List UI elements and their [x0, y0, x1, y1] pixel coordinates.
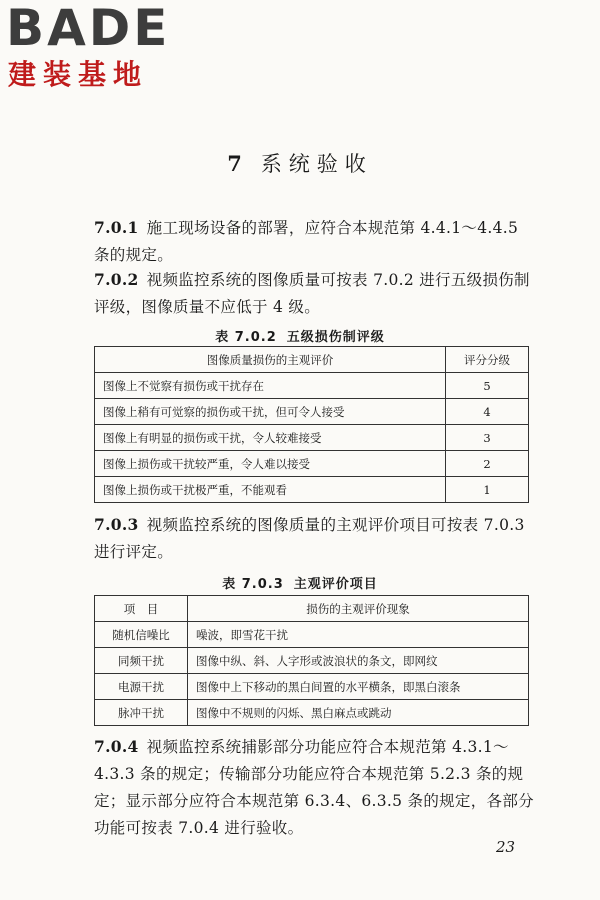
bade-logo	[6, 2, 206, 102]
chapter-number: 7	[227, 151, 249, 176]
table-row	[95, 399, 529, 425]
clause-7-0-3	[94, 511, 534, 566]
clause-7-0-2	[94, 266, 534, 321]
table-7-0-2	[94, 346, 529, 503]
table-cell: 图像上损伤或干扰较严重，令人难以接受	[95, 451, 446, 477]
table-cell: 图像上稍有可觉察的损伤或干扰，但可令人接受	[95, 399, 446, 425]
table-7-0-3-caption	[0, 573, 600, 592]
table-cell: 图像中上下移动的黑白间置的水平横条，即黑白滚条	[188, 674, 529, 700]
table-cell: 5	[446, 373, 529, 399]
table-row	[95, 451, 529, 477]
table-cell: 图像中不规则的闪烁、黑白麻点或跳动	[188, 700, 529, 726]
table-cell: 图像上不觉察有损伤或干扰存在	[95, 373, 446, 399]
logo-wordmark: BADE	[6, 0, 171, 57]
header-cell: 图像质量损伤的主观评价	[95, 347, 446, 373]
table-cell: 电源干扰	[95, 674, 188, 700]
table-title: 主观评价项目	[293, 577, 378, 592]
table-row	[95, 674, 529, 700]
clause-number: 7.0.3	[94, 515, 139, 534]
table-row	[95, 477, 529, 503]
table-cell: 图像上有明显的损伤或干扰，令人较难接受	[95, 425, 446, 451]
page-number: 23	[496, 838, 516, 856]
clause-number: 7.0.4	[94, 737, 139, 756]
table-cell: 同频干扰	[95, 648, 188, 674]
table-row	[95, 700, 529, 726]
header-cell: 评分分级	[446, 347, 529, 373]
table-cell: 脉冲干扰	[95, 700, 188, 726]
clause-number: 7.0.1	[94, 218, 139, 237]
table-row	[95, 648, 529, 674]
table-header-row	[95, 347, 529, 373]
table-cell: 图像中纵、斜、人字形或波浪状的条文，即网纹	[188, 648, 529, 674]
table-row	[95, 425, 529, 451]
clause-text: 视频监控系统的图像质量的主观评价项目可按表 7.0.3 进行评定。	[94, 516, 525, 561]
table-7-0-2-caption	[0, 326, 600, 345]
table-cell: 图像上损伤或干扰极严重，不能观看	[95, 477, 446, 503]
table-number: 表 7.0.2	[215, 330, 277, 345]
table-cell: 随机信噪比	[95, 622, 188, 648]
chapter-title	[0, 148, 600, 178]
table-title: 五级损伤制评级	[286, 330, 385, 345]
chapter-title-text: 系统验收	[260, 152, 373, 176]
header-cell: 损伤的主观评价现象	[188, 596, 529, 622]
clause-number: 7.0.2	[94, 270, 139, 289]
table-cell: 2	[446, 451, 529, 477]
table-cell: 噪波，即雪花干扰	[188, 622, 529, 648]
table-number: 表 7.0.3	[222, 577, 284, 592]
table-cell: 4	[446, 399, 529, 425]
table-7-0-3	[94, 595, 529, 726]
table-cell: 1	[446, 477, 529, 503]
table-row	[95, 622, 529, 648]
header-cell: 项 目	[95, 596, 188, 622]
clause-text: 施工现场设备的部署，应符合本规范第 4.4.1～4.4.5 条的规定。	[94, 219, 519, 264]
table-row	[95, 373, 529, 399]
table-cell: 3	[446, 425, 529, 451]
logo-subtitle: 建装基地	[8, 58, 149, 91]
clause-7-0-4	[94, 733, 534, 842]
table-header-row	[95, 596, 529, 622]
clause-7-0-1	[94, 214, 534, 269]
clause-text: 视频监控系统捕影部分功能应符合本规范第 4.3.1～4.3.3 条的规定；传输部分功能应符合本规范第 5.2.3 条的规定；显示部分应符合本规范第 6.3.4、6.3.5 条的规定，各部分功能可按表 7.0.4 进行验收。	[94, 738, 534, 837]
clause-text: 视频监控系统的图像质量可按表 7.0.2 进行五级损伤制评级，图像质量不应低于 4 级。	[94, 271, 530, 316]
